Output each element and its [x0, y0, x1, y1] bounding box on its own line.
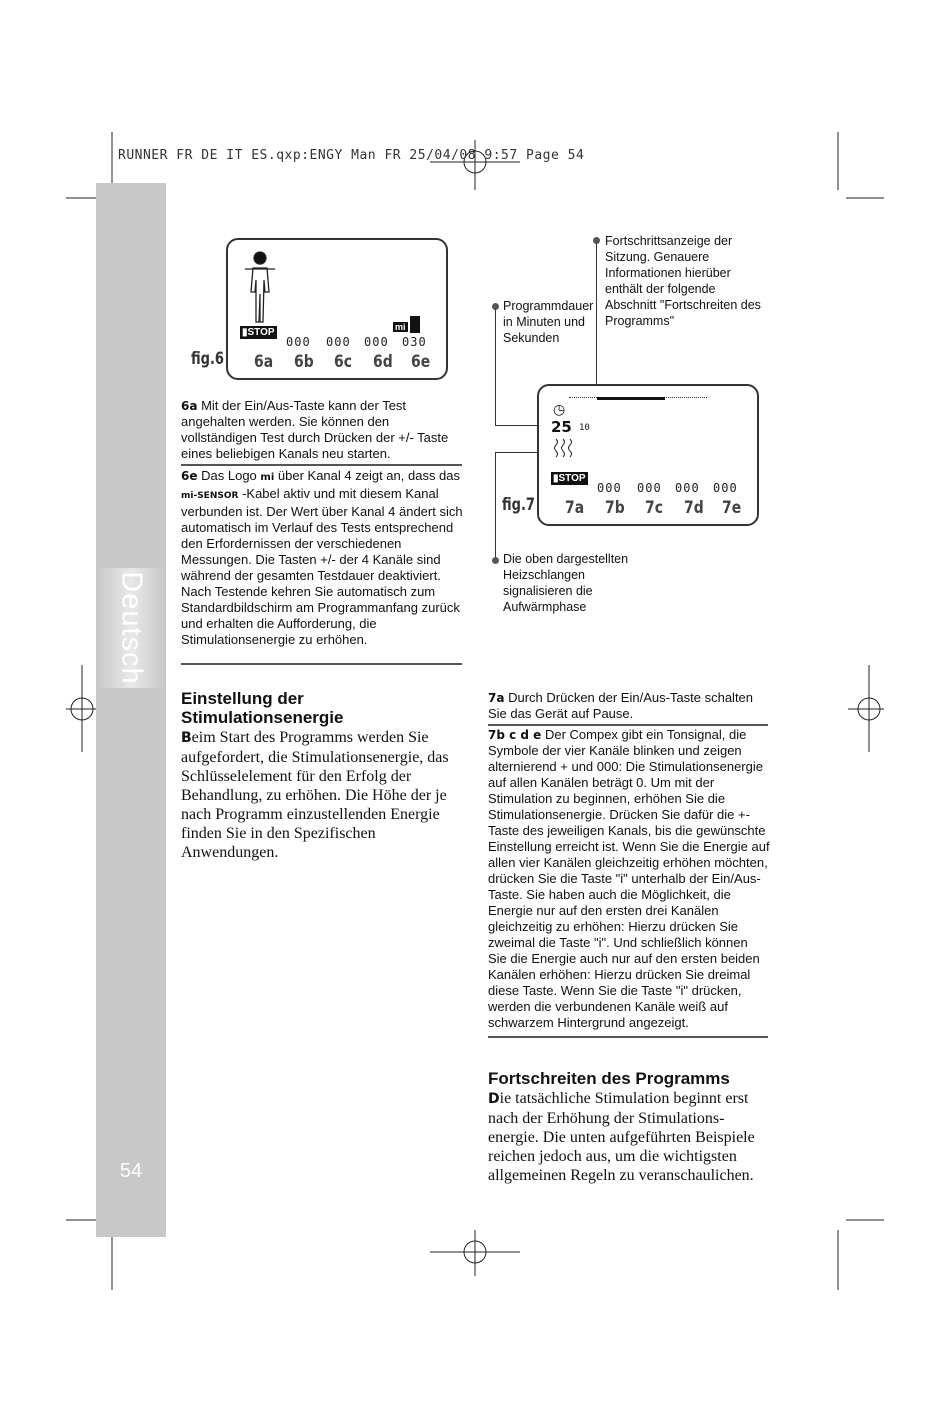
heat-annotation: Die oben dargestellten Heizschlangen signalisieren die Aufwärmphase: [503, 552, 629, 614]
fig7-display: [537, 384, 759, 526]
fig6-channel-6a: 6a: [254, 352, 274, 372]
fig6-channel-6c: 6c: [334, 352, 352, 372]
time-minutes: 25: [551, 418, 572, 436]
fig6-value-3: 000: [364, 335, 389, 349]
heat-pointer-dot: [492, 557, 499, 564]
clock-icon: ◷: [553, 401, 566, 417]
language-label: Deutsch: [115, 571, 148, 685]
fig6-value-4: 030: [402, 335, 427, 349]
fig7-channel-7d: 7d: [684, 498, 704, 518]
fig6-channel-6d: 6d: [373, 352, 393, 372]
fig7-label: fig.7: [502, 495, 535, 515]
divider: [181, 464, 462, 466]
printer-slug: RUNNER FR DE IT ES.qxp:ENGY Man FR 25/04/08 9:57 Page 54: [118, 148, 585, 163]
page-number: 54: [119, 1160, 143, 1182]
fig7-channel-7e: 7e: [722, 498, 742, 518]
progress-fill: [597, 397, 665, 400]
section-heading: Fortschreiten des Programms: [488, 1069, 730, 1088]
heat-pointer-line-h: [495, 452, 540, 453]
fig6-stop-icon: ▮STOP: [242, 327, 275, 338]
caption-6e: 6e Das Logo mi über Kanal 4 zeigt an, dass das mi-SENSOR -Kabel aktiv und mit diesem Kanal verbunden ist. Der Wert über Kanal 4 ändert sich automatisch im Verlauf des Tests entsprechend den Erfordernissen der verschiedenen Messungen. Die Tasten +/- der 4 Kanäle sind während der gesamten Testdauer deaktiviert. Nach Testende kehren Sie automatisch zum Standardbildschirm am Programmanfang zurück und erhalten die Aufforderung, die Stimulationsenergie zu erhöhen.: [181, 468, 463, 647]
fig6-value-2: 000: [326, 335, 351, 349]
section-body: Die tatsächliche Stimulation beginnt erst nach der Erhöhung der Stimulations-energie. Die unten aufgeführten Beispiele reichen jedoch aus, um die wichtigsten allgemeinen Regeln zu veranschaulichen.: [488, 1090, 755, 1184]
caption-7bcde: 7b c d e Der Compex gibt ein Tonsignal, die Symbole der vier Kanäle blinken und zeigen alternierend + und 000: Die Stimulationsenergie auf allen Kanälen beträgt 0. Um mit der Stimulation zu beginnen, erhöhen Sie die Stimulationsenergie. Drücken Sie dafür die +-Taste des jeweiligen Kanals, bis die gewünschte Einstellung erreicht ist. Wenn Sie die Energie auf allen vier Kanälen gleichzeitig erhöhen möchten, drücken Sie die Taste "i" unterhalb der Ein/Aus-Taste. Sie haben auch die Möglichkeit, die Energie nur auf den ersten drei Kanälen gleichzeitig zu erhöhen: Hierzu drücken Sie zweimal die Taste "i". Und schließlich können Sie die Energie auch nur auf den ersten beiden Kanälen erhöhen: Hierzu drücken Sie dreimal diese Taste. Wenn Sie die Taste "i" drücken, werden die verbundenen Kanäle weiß auf schwarzem Hintergrund angezeigt.: [488, 727, 770, 1030]
fig6-value-1: 000: [286, 335, 311, 349]
level-bar-icon: [410, 316, 420, 333]
side-tab: [96, 183, 166, 1237]
duration-pointer-line: [495, 309, 496, 425]
section-progress: [488, 1069, 773, 1185]
section-body: Beim Start des Programms werden Sie aufgefordert, die Stimulationsenergie, das Schlüsselelement für den Erfolg der Behandlung, zu erhöhen. Die Höhe der je nach Programm einzustellenden Energie finden Sie in den Spezifischen Anwendungen.: [181, 729, 449, 861]
divider: [181, 663, 462, 665]
section-heading: Einstellung der Stimulationsenergie: [181, 689, 344, 727]
fig7-value-3: 000: [675, 481, 700, 495]
caption-6a: 6a Mit der Ein/Aus-Taste kann der Test angehalten werden. Sie können den vollständigen Test durch Drücken der +/- Taste eines beliebigen Kanals neu starten.: [181, 398, 449, 461]
fig6-channel-6e: 6e: [411, 352, 431, 372]
heat-pointer-line: [495, 452, 496, 558]
progress-annotation: Fortschrittsanzeige der Sitzung. Genauere Informationen hierüber enthält der folgende Abschnitt "Fortschreiten des Programms": [605, 234, 761, 328]
fig7-value-2: 000: [637, 481, 662, 495]
fig7-value-4: 000: [713, 481, 738, 495]
fig7-channel-7b: 7b: [605, 498, 625, 518]
body-figure-icon: [240, 248, 280, 326]
progress-pointer-line: [596, 243, 597, 395]
fig6-display: [226, 238, 448, 380]
duration-annotation: Programmdauer in Minuten und Sekunden: [503, 299, 594, 345]
divider: [488, 724, 768, 726]
mi-logo-icon: mi: [395, 322, 406, 332]
divider: [488, 1036, 768, 1038]
fig7-value-1: 000: [597, 481, 622, 495]
time-seconds: 10: [579, 423, 590, 433]
fig6-channel-6b: 6b: [294, 352, 314, 372]
fig6-label: fig.6: [191, 349, 224, 369]
heating-coils-icon: [553, 438, 577, 458]
duration-pointer-line-h: [495, 425, 540, 426]
caption-7a: 7a Durch Drücken der Ein/Aus-Taste schalten Sie das Gerät auf Pause.: [488, 690, 754, 721]
fig7-channel-7a: 7a: [565, 498, 585, 518]
fig7-channel-7c: 7c: [645, 498, 663, 518]
fig7-stop-icon: ▮STOP: [553, 473, 586, 484]
section-energy: [181, 689, 466, 862]
